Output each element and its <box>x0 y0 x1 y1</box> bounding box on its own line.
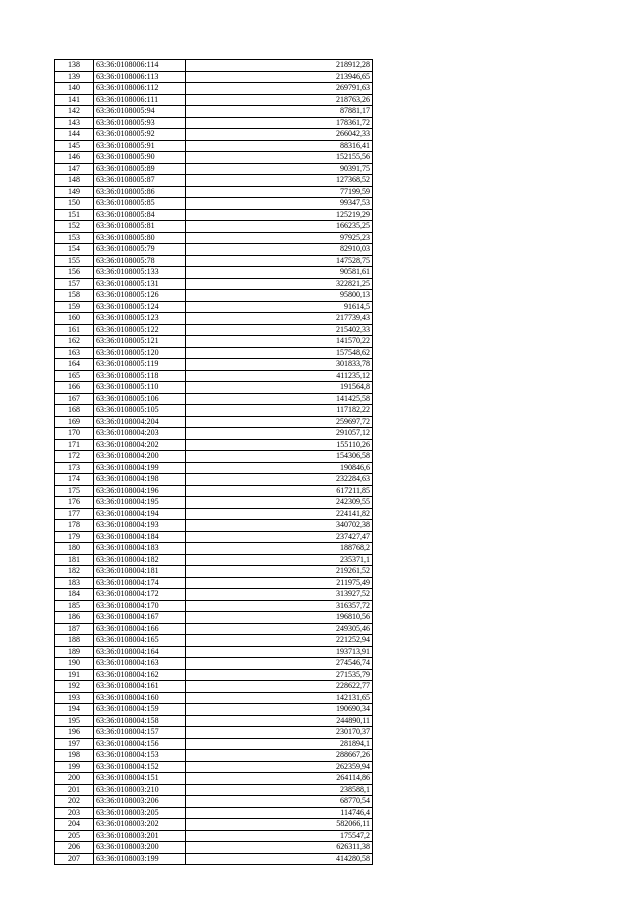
row-number-cell: 179 <box>55 531 94 543</box>
value-cell: 178361,72 <box>186 117 373 129</box>
cadastral-number-cell: 63:36:0108004:167 <box>94 612 186 624</box>
row-number-cell: 206 <box>55 842 94 854</box>
table-row <box>55 209 373 221</box>
table-row <box>55 543 373 555</box>
row-number-cell: 162 <box>55 336 94 348</box>
row-number-cell: 170 <box>55 428 94 440</box>
value-cell: 411235,12 <box>186 370 373 382</box>
cadastral-number-cell: 63:36:0108004:159 <box>94 704 186 716</box>
value-cell: 271535,79 <box>186 669 373 681</box>
row-number-cell: 173 <box>55 462 94 474</box>
table-row <box>55 474 373 486</box>
cadastral-number-cell: 63:36:0108004:151 <box>94 773 186 785</box>
value-cell: 269791,63 <box>186 83 373 95</box>
cadastral-number-cell: 63:36:0108004:172 <box>94 589 186 601</box>
value-cell: 219261,52 <box>186 566 373 578</box>
value-cell: 232284,63 <box>186 474 373 486</box>
table-row <box>55 819 373 831</box>
value-cell: 211975,49 <box>186 577 373 589</box>
table-row <box>55 738 373 750</box>
row-number-cell: 154 <box>55 244 94 256</box>
value-cell: 288667,26 <box>186 750 373 762</box>
table-row <box>55 117 373 129</box>
cadastral-number-cell: 63:36:0108003:202 <box>94 819 186 831</box>
value-cell: 313927,52 <box>186 589 373 601</box>
row-number-cell: 176 <box>55 497 94 509</box>
table-row <box>55 520 373 532</box>
row-number-cell: 149 <box>55 186 94 198</box>
value-cell: 414280,58 <box>186 853 373 865</box>
value-cell: 274546,74 <box>186 658 373 670</box>
value-cell: 264114,86 <box>186 773 373 785</box>
value-cell: 127368,52 <box>186 175 373 187</box>
row-number-cell: 171 <box>55 439 94 451</box>
row-number-cell: 194 <box>55 704 94 716</box>
row-number-cell: 160 <box>55 313 94 325</box>
value-cell: 217739,43 <box>186 313 373 325</box>
value-cell: 68770,54 <box>186 796 373 808</box>
value-cell: 281894,1 <box>186 738 373 750</box>
row-number-cell: 151 <box>55 209 94 221</box>
row-number-cell: 175 <box>55 485 94 497</box>
cadastral-number-cell: 63:36:0108005:122 <box>94 324 186 336</box>
row-number-cell: 142 <box>55 106 94 118</box>
row-number-cell: 207 <box>55 853 94 865</box>
table-body <box>55 60 373 865</box>
table-row <box>55 439 373 451</box>
row-number-cell: 186 <box>55 612 94 624</box>
row-number-cell: 164 <box>55 359 94 371</box>
row-number-cell: 193 <box>55 692 94 704</box>
row-number-cell: 163 <box>55 347 94 359</box>
row-number-cell: 174 <box>55 474 94 486</box>
cadastral-number-cell: 63:36:0108004:157 <box>94 727 186 739</box>
row-number-cell: 196 <box>55 727 94 739</box>
row-number-cell: 182 <box>55 566 94 578</box>
value-cell: 340702,38 <box>186 520 373 532</box>
row-number-cell: 153 <box>55 232 94 244</box>
cadastral-number-cell: 63:36:0108004:170 <box>94 600 186 612</box>
table-row <box>55 186 373 198</box>
cadastral-number-cell: 63:36:0108004:182 <box>94 554 186 566</box>
value-cell: 147528,75 <box>186 255 373 267</box>
row-number-cell: 188 <box>55 635 94 647</box>
row-number-cell: 156 <box>55 267 94 279</box>
value-cell: 316357,72 <box>186 600 373 612</box>
cadastral-number-cell: 63:36:0108004:152 <box>94 761 186 773</box>
value-cell: 249305,46 <box>186 623 373 635</box>
value-cell: 99347,53 <box>186 198 373 210</box>
table-row <box>55 405 373 417</box>
table-row <box>55 336 373 348</box>
value-cell: 266042,33 <box>186 129 373 141</box>
table-row <box>55 704 373 716</box>
cadastral-number-cell: 63:36:0108005:80 <box>94 232 186 244</box>
value-cell: 193713,91 <box>186 646 373 658</box>
row-number-cell: 167 <box>55 393 94 405</box>
row-number-cell: 204 <box>55 819 94 831</box>
table-row <box>55 773 373 785</box>
value-cell: 188768,2 <box>186 543 373 555</box>
cadastral-number-cell: 63:36:0108005:92 <box>94 129 186 141</box>
value-cell: 191564,8 <box>186 382 373 394</box>
row-number-cell: 199 <box>55 761 94 773</box>
row-number-cell: 147 <box>55 163 94 175</box>
row-number-cell: 189 <box>55 646 94 658</box>
value-cell: 166235,25 <box>186 221 373 233</box>
table-row <box>55 761 373 773</box>
table-row <box>55 600 373 612</box>
cadastral-number-cell: 63:36:0108005:124 <box>94 301 186 313</box>
table-row <box>55 566 373 578</box>
cadastral-number-cell: 63:36:0108004:183 <box>94 543 186 555</box>
cadastral-number-cell: 63:36:0108005:110 <box>94 382 186 394</box>
row-number-cell: 195 <box>55 715 94 727</box>
row-number-cell: 202 <box>55 796 94 808</box>
cadastral-number-cell: 63:36:0108004:156 <box>94 738 186 750</box>
value-cell: 152155,56 <box>186 152 373 164</box>
cadastral-number-cell: 63:36:0108003:205 <box>94 807 186 819</box>
row-number-cell: 144 <box>55 129 94 141</box>
table-row <box>55 198 373 210</box>
cadastral-number-cell: 63:36:0108004:164 <box>94 646 186 658</box>
table-row <box>55 589 373 601</box>
row-number-cell: 161 <box>55 324 94 336</box>
table-row <box>55 83 373 95</box>
row-number-cell: 177 <box>55 508 94 520</box>
table-row <box>55 290 373 302</box>
value-cell: 196810,56 <box>186 612 373 624</box>
row-number-cell: 198 <box>55 750 94 762</box>
cadastral-number-cell: 63:36:0108005:87 <box>94 175 186 187</box>
row-number-cell: 181 <box>55 554 94 566</box>
table-row <box>55 163 373 175</box>
value-cell: 95800,13 <box>186 290 373 302</box>
value-cell: 90581,61 <box>186 267 373 279</box>
row-number-cell: 155 <box>55 255 94 267</box>
table-row <box>55 715 373 727</box>
value-cell: 626311,38 <box>186 842 373 854</box>
row-number-cell: 183 <box>55 577 94 589</box>
row-number-cell: 201 <box>55 784 94 796</box>
cadastral-number-cell: 63:36:0108004:195 <box>94 497 186 509</box>
table-row <box>55 428 373 440</box>
value-cell: 218763,26 <box>186 94 373 106</box>
table-row <box>55 71 373 83</box>
table-row <box>55 508 373 520</box>
value-cell: 141570,22 <box>186 336 373 348</box>
cadastral-number-cell: 63:36:0108004:202 <box>94 439 186 451</box>
row-number-cell: 145 <box>55 140 94 152</box>
table-row <box>55 692 373 704</box>
row-number-cell: 203 <box>55 807 94 819</box>
cadastral-number-cell: 63:36:0108006:111 <box>94 94 186 106</box>
row-number-cell: 166 <box>55 382 94 394</box>
cadastral-number-cell: 63:36:0108004:165 <box>94 635 186 647</box>
row-number-cell: 187 <box>55 623 94 635</box>
cadastral-number-cell: 63:36:0108005:131 <box>94 278 186 290</box>
table-row <box>55 842 373 854</box>
cadastral-number-cell: 63:36:0108003:210 <box>94 784 186 796</box>
table-row <box>55 267 373 279</box>
cadastral-number-cell: 63:36:0108005:86 <box>94 186 186 198</box>
cadastral-number-cell: 63:36:0108004:204 <box>94 416 186 428</box>
cadastral-number-cell: 63:36:0108004:163 <box>94 658 186 670</box>
value-cell: 238588,1 <box>186 784 373 796</box>
row-number-cell: 165 <box>55 370 94 382</box>
table-row <box>55 485 373 497</box>
value-cell: 190690,34 <box>186 704 373 716</box>
table-row <box>55 94 373 106</box>
value-cell: 291057,12 <box>186 428 373 440</box>
table-row <box>55 140 373 152</box>
row-number-cell: 158 <box>55 290 94 302</box>
row-number-cell: 180 <box>55 543 94 555</box>
data-table <box>54 59 373 865</box>
value-cell: 190846,6 <box>186 462 373 474</box>
row-number-cell: 139 <box>55 71 94 83</box>
table-row <box>55 106 373 118</box>
cadastral-number-cell: 63:36:0108004:160 <box>94 692 186 704</box>
cadastral-number-cell: 63:36:0108004:161 <box>94 681 186 693</box>
row-number-cell: 185 <box>55 600 94 612</box>
table-row <box>55 313 373 325</box>
cadastral-number-cell: 63:36:0108004:174 <box>94 577 186 589</box>
cadastral-number-cell: 63:36:0108004:200 <box>94 451 186 463</box>
table-row <box>55 324 373 336</box>
table-row <box>55 577 373 589</box>
cadastral-number-cell: 63:36:0108004:181 <box>94 566 186 578</box>
cadastral-number-cell: 63:36:0108005:84 <box>94 209 186 221</box>
cadastral-number-cell: 63:36:0108005:89 <box>94 163 186 175</box>
table-row <box>55 382 373 394</box>
cadastral-number-cell: 63:36:0108005:93 <box>94 117 186 129</box>
table-row <box>55 462 373 474</box>
table-row <box>55 175 373 187</box>
cadastral-number-cell: 63:36:0108004:166 <box>94 623 186 635</box>
value-cell: 141425,58 <box>186 393 373 405</box>
cadastral-number-cell: 63:36:0108005:105 <box>94 405 186 417</box>
table-row <box>55 531 373 543</box>
cadastral-number-cell: 63:36:0108004:193 <box>94 520 186 532</box>
value-cell: 213946,65 <box>186 71 373 83</box>
value-cell: 155110,26 <box>186 439 373 451</box>
table-row <box>55 60 373 72</box>
table-row <box>55 244 373 256</box>
row-number-cell: 150 <box>55 198 94 210</box>
table-row <box>55 232 373 244</box>
row-number-cell: 205 <box>55 830 94 842</box>
cadastral-number-cell: 63:36:0108003:200 <box>94 842 186 854</box>
row-number-cell: 169 <box>55 416 94 428</box>
table-row <box>55 784 373 796</box>
table-row <box>55 152 373 164</box>
cadastral-number-cell: 63:36:0108005:106 <box>94 393 186 405</box>
cadastral-number-cell: 63:36:0108005:126 <box>94 290 186 302</box>
cadastral-number-cell: 63:36:0108005:85 <box>94 198 186 210</box>
table-row <box>55 451 373 463</box>
row-number-cell: 178 <box>55 520 94 532</box>
cadastral-number-cell: 63:36:0108003:201 <box>94 830 186 842</box>
cadastral-number-cell: 63:36:0108005:91 <box>94 140 186 152</box>
table-row <box>55 221 373 233</box>
value-cell: 215402,33 <box>186 324 373 336</box>
row-number-cell: 157 <box>55 278 94 290</box>
cadastral-number-cell: 63:36:0108006:113 <box>94 71 186 83</box>
cadastral-number-cell: 63:36:0108003:206 <box>94 796 186 808</box>
cadastral-number-cell: 63:36:0108004:184 <box>94 531 186 543</box>
row-number-cell: 172 <box>55 451 94 463</box>
row-number-cell: 168 <box>55 405 94 417</box>
value-cell: 221252,94 <box>186 635 373 647</box>
row-number-cell: 141 <box>55 94 94 106</box>
table-row <box>55 750 373 762</box>
table-row <box>55 359 373 371</box>
row-number-cell: 148 <box>55 175 94 187</box>
cadastral-number-cell: 63:36:0108005:119 <box>94 359 186 371</box>
value-cell: 142131,65 <box>186 692 373 704</box>
table-row <box>55 830 373 842</box>
value-cell: 77199,59 <box>186 186 373 198</box>
table-row <box>55 853 373 865</box>
cadastral-number-cell: 63:36:0108004:203 <box>94 428 186 440</box>
table-row <box>55 497 373 509</box>
value-cell: 125219,29 <box>186 209 373 221</box>
cadastral-number-cell: 63:36:0108005:123 <box>94 313 186 325</box>
cadastral-number-cell: 63:36:0108004:153 <box>94 750 186 762</box>
value-cell: 97925,23 <box>186 232 373 244</box>
row-number-cell: 184 <box>55 589 94 601</box>
cadastral-number-cell: 63:36:0108005:90 <box>94 152 186 164</box>
table-row <box>55 370 373 382</box>
cadastral-number-cell: 63:36:0108005:78 <box>94 255 186 267</box>
table-row <box>55 255 373 267</box>
cadastral-number-cell: 63:36:0108005:120 <box>94 347 186 359</box>
value-cell: 117182,22 <box>186 405 373 417</box>
value-cell: 114746,4 <box>186 807 373 819</box>
cadastral-number-cell: 63:36:0108004:194 <box>94 508 186 520</box>
table-row <box>55 727 373 739</box>
table-row <box>55 796 373 808</box>
cadastral-number-cell: 63:36:0108006:114 <box>94 60 186 72</box>
value-cell: 237427,47 <box>186 531 373 543</box>
table-row <box>55 554 373 566</box>
row-number-cell: 146 <box>55 152 94 164</box>
value-cell: 218912,28 <box>186 60 373 72</box>
value-cell: 235371,1 <box>186 554 373 566</box>
value-cell: 244890,11 <box>186 715 373 727</box>
value-cell: 230170,37 <box>186 727 373 739</box>
value-cell: 175547,2 <box>186 830 373 842</box>
table-row <box>55 681 373 693</box>
value-cell: 88316,41 <box>186 140 373 152</box>
table-row <box>55 807 373 819</box>
cadastral-number-cell: 63:36:0108004:199 <box>94 462 186 474</box>
cadastral-number-cell: 63:36:0108005:133 <box>94 267 186 279</box>
table-row <box>55 278 373 290</box>
table-row <box>55 129 373 141</box>
row-number-cell: 197 <box>55 738 94 750</box>
cadastral-number-cell: 63:36:0108006:112 <box>94 83 186 95</box>
cadastral-number-cell: 63:36:0108004:158 <box>94 715 186 727</box>
value-cell: 228622,77 <box>186 681 373 693</box>
value-cell: 154306,58 <box>186 451 373 463</box>
table-row <box>55 669 373 681</box>
table-row <box>55 301 373 313</box>
cadastral-number-cell: 63:36:0108004:162 <box>94 669 186 681</box>
table-row <box>55 393 373 405</box>
row-number-cell: 143 <box>55 117 94 129</box>
row-number-cell: 159 <box>55 301 94 313</box>
table-row <box>55 416 373 428</box>
value-cell: 90391,75 <box>186 163 373 175</box>
row-number-cell: 191 <box>55 669 94 681</box>
value-cell: 582066,11 <box>186 819 373 831</box>
value-cell: 262359,94 <box>186 761 373 773</box>
table-row <box>55 347 373 359</box>
value-cell: 259697,72 <box>186 416 373 428</box>
cadastral-number-cell: 63:36:0108004:196 <box>94 485 186 497</box>
table-row <box>55 658 373 670</box>
value-cell: 322821,25 <box>186 278 373 290</box>
value-cell: 242309,55 <box>186 497 373 509</box>
row-number-cell: 152 <box>55 221 94 233</box>
table-row <box>55 612 373 624</box>
row-number-cell: 190 <box>55 658 94 670</box>
value-cell: 301833,78 <box>186 359 373 371</box>
row-number-cell: 200 <box>55 773 94 785</box>
value-cell: 82910,03 <box>186 244 373 256</box>
value-cell: 224141,82 <box>186 508 373 520</box>
value-cell: 617211,85 <box>186 485 373 497</box>
table-row <box>55 635 373 647</box>
cadastral-number-cell: 63:36:0108004:198 <box>94 474 186 486</box>
cadastral-number-cell: 63:36:0108005:121 <box>94 336 186 348</box>
value-cell: 91614,5 <box>186 301 373 313</box>
row-number-cell: 192 <box>55 681 94 693</box>
cadastral-number-cell: 63:36:0108003:199 <box>94 853 186 865</box>
value-cell: 87881,17 <box>186 106 373 118</box>
row-number-cell: 138 <box>55 60 94 72</box>
cadastral-number-cell: 63:36:0108005:81 <box>94 221 186 233</box>
value-cell: 157548,62 <box>186 347 373 359</box>
table-row <box>55 623 373 635</box>
row-number-cell: 140 <box>55 83 94 95</box>
cadastral-number-cell: 63:36:0108005:94 <box>94 106 186 118</box>
table-row <box>55 646 373 658</box>
cadastral-number-cell: 63:36:0108005:118 <box>94 370 186 382</box>
cadastral-number-cell: 63:36:0108005:79 <box>94 244 186 256</box>
